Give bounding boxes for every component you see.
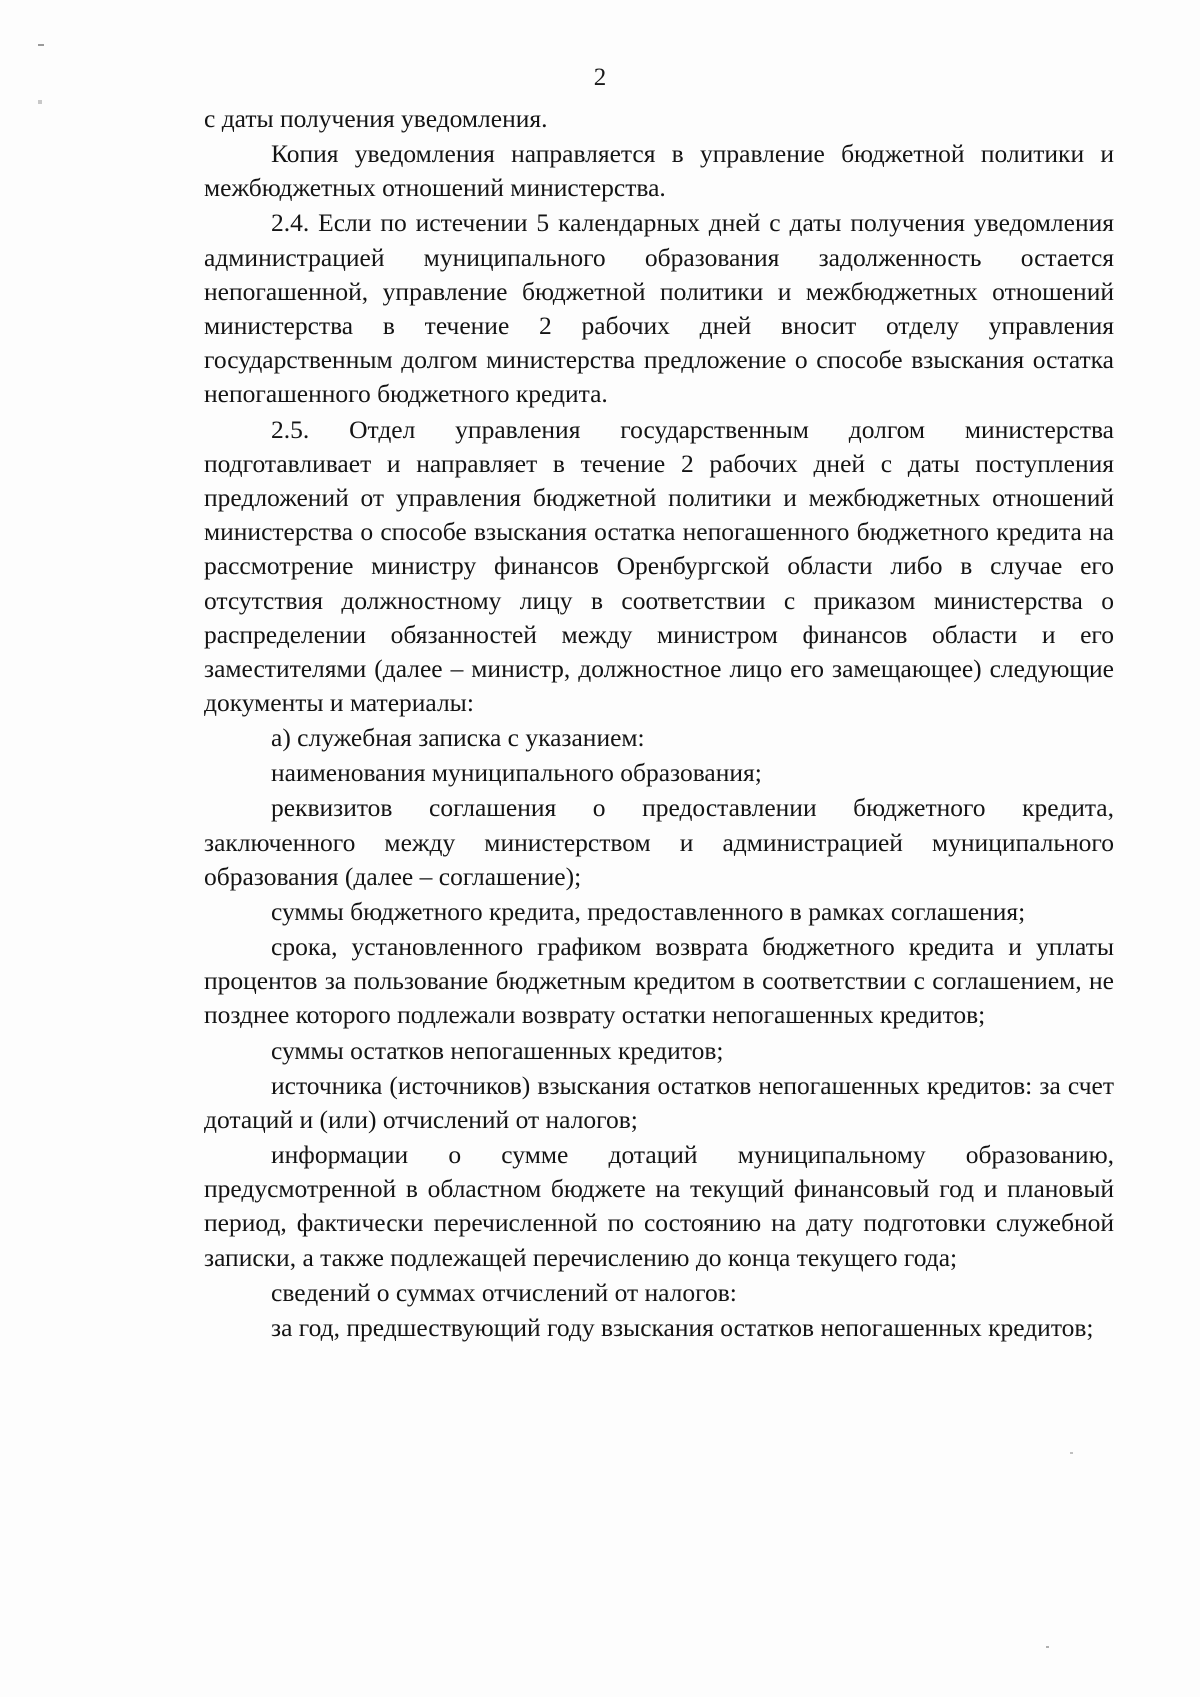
list-item: срока, установленного графиком возврата бюджетного кредита и уплаты процентов за пользование бюджетным кредитом в соответствии с соглашением, не позднее которого подлежали возврату остатки непогашенных кредитов; — [204, 932, 1114, 1030]
document-body — [204, 102, 1114, 1346]
page-number: 2 — [593, 64, 607, 91]
paragraph: с даты получения уведомления. — [204, 104, 548, 133]
list-item: информации о сумме дотаций муниципальному образованию, предусмотренной в областном бюджете на текущий финансовый год и плановый период, фактически перечисленной по состоянию на дату подготовки служебной записки, а также подлежащей перечислению до конца текущего года; — [204, 1139, 1114, 1272]
list-item: сведений о суммах отчислений от налогов: — [271, 1277, 737, 1307]
list-item: реквизитов соглашения о предоставлении бюджетного кредита, заключенного между министерством и администрацией муниципального образования (далее – соглашение); — [204, 793, 1114, 891]
list-item: суммы бюджетного кредита, предоставленного в рамках соглашения; — [271, 896, 1026, 926]
paragraph-clause-2-4: 2.4. Если по истечении 5 календарных дней с даты получения уведомления администрацией муниципального образования задолженность остается непогашенной, управление бюджетной политики и межбюджетных отношений министерства в течение 2 рабочих дней вносит отделу управления государственным долгом министерства предложение о способе взыскания остатка непогашенного бюджетного кредита. — [204, 208, 1114, 409]
scan-artifact — [38, 44, 44, 46]
scan-artifact — [1046, 1646, 1049, 1648]
list-item: за год, предшествующий году взыскания остатков непогашенных кредитов; — [271, 1312, 1094, 1342]
paragraph: Копия уведомления направляется в управление бюджетной политики и межбюджетных отношений министерства. — [204, 139, 1114, 203]
list-item: наименования муниципального образования; — [271, 758, 762, 788]
scan-artifact — [38, 100, 42, 104]
list-item: суммы остатков непогашенных кредитов; — [271, 1035, 724, 1065]
list-item: а) служебная записка с указанием: — [271, 723, 645, 753]
paragraph-clause-2-5: 2.5. Отдел управления государственным долгом министерства подготавливает и направляет в течение 2 рабочих дней с даты поступления предложений от управления бюджетной политики и межбюджетных отношений министерства о способе взыскания остатка непогашенного бюджетного кредита на рассмотрение министру финансов Оренбургской области либо в случае его отсутствия должностному лицу в соответствии с приказом министерства о распределении обязанностей между министром финансов области и его заместителями (далее – министр, должностное лицо его замещающее) следующие документы и материалы: — [204, 414, 1114, 718]
list-item: источника (источников) взыскания остатков непогашенных кредитов: за счет дотаций и (или) отчислений от налогов; — [204, 1070, 1114, 1134]
scan-artifact — [1070, 1452, 1073, 1454]
